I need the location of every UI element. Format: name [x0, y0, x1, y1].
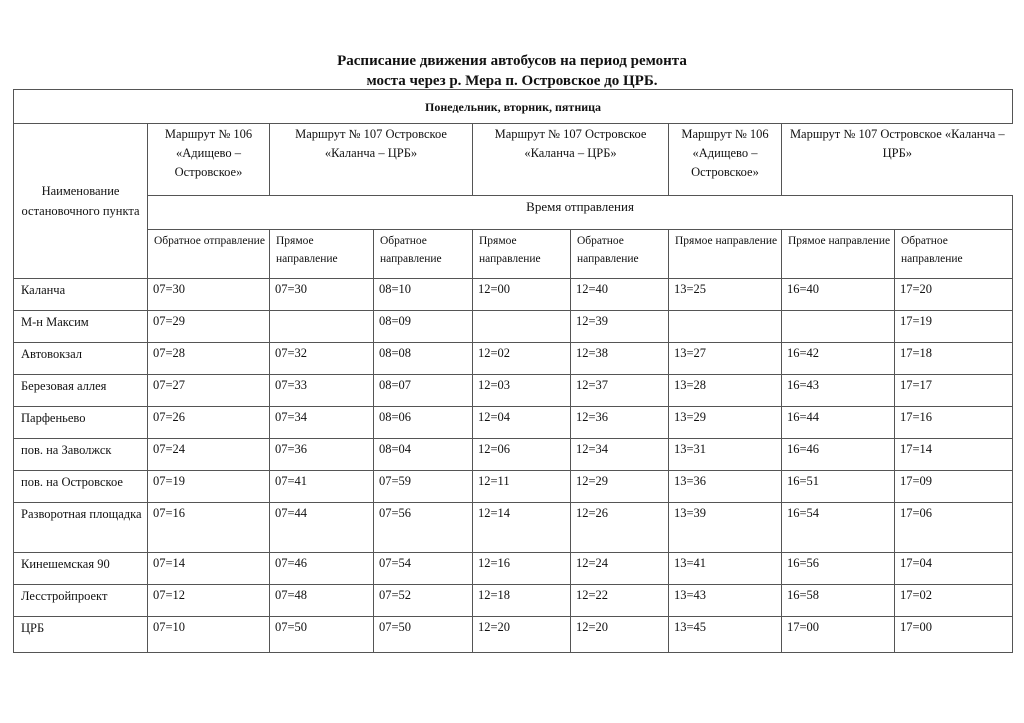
table-row	[14, 471, 1013, 503]
departure-time: 13=41	[669, 553, 782, 585]
departure-time	[782, 311, 895, 343]
departure-time: 17=20	[895, 279, 1013, 311]
departure-time: 08=07	[374, 375, 473, 407]
route-header-107-first: Маршрут № 107 Островское «Каланча – ЦРБ»	[270, 124, 473, 196]
departure-time: 12=02	[473, 343, 571, 375]
departure-time: 07=30	[270, 279, 374, 311]
departure-time: 12=22	[571, 585, 669, 617]
departure-time	[270, 311, 374, 343]
departure-time: 08=06	[374, 407, 473, 439]
departure-time: 07=27	[148, 375, 270, 407]
stop-name: Автовокзал	[14, 343, 148, 375]
departure-time: 07=10	[148, 617, 270, 653]
departure-time: 13=31	[669, 439, 782, 471]
table-row	[14, 503, 1013, 553]
table-row	[14, 407, 1013, 439]
departure-time: 13=36	[669, 471, 782, 503]
departure-time: 12=39	[571, 311, 669, 343]
departure-time: 08=08	[374, 343, 473, 375]
direction-header: Прямое направление	[782, 230, 895, 279]
departure-time: 16=56	[782, 553, 895, 585]
stop-name-column-header: Наименование остановочного пункта	[14, 124, 148, 279]
departure-time: 07=52	[374, 585, 473, 617]
departure-time: 16=40	[782, 279, 895, 311]
departure-time: 08=09	[374, 311, 473, 343]
direction-header: Прямое направление	[270, 230, 374, 279]
stop-name: Березовая аллея	[14, 375, 148, 407]
departure-time: 07=59	[374, 471, 473, 503]
departure-time: 12=14	[473, 503, 571, 553]
departure-time: 12=04	[473, 407, 571, 439]
departure-time: 12=20	[571, 617, 669, 653]
departure-time: 17=09	[895, 471, 1013, 503]
departure-time: 12=00	[473, 279, 571, 311]
days-of-week-header: Понедельник, вторник, пятница	[14, 90, 1013, 124]
direction-header: Прямое направление	[669, 230, 782, 279]
departure-time: 12=34	[571, 439, 669, 471]
departure-time: 12=40	[571, 279, 669, 311]
stop-name: пов. на Островское	[14, 471, 148, 503]
departure-time: 12=38	[571, 343, 669, 375]
departure-time: 13=25	[669, 279, 782, 311]
stop-name: М-н Максим	[14, 311, 148, 343]
departure-time: 07=34	[270, 407, 374, 439]
departure-time: 16=44	[782, 407, 895, 439]
route-header-106: Маршрут № 106 «Адищево – Островское»	[148, 124, 270, 196]
departure-time: 12=03	[473, 375, 571, 407]
departure-time: 12=24	[571, 553, 669, 585]
departure-time: 16=46	[782, 439, 895, 471]
departure-time: 12=37	[571, 375, 669, 407]
departure-time: 12=18	[473, 585, 571, 617]
departure-time: 17=02	[895, 585, 1013, 617]
departure-time: 07=54	[374, 553, 473, 585]
departure-time: 17=06	[895, 503, 1013, 553]
departure-time: 16=42	[782, 343, 895, 375]
bus-schedule-table	[13, 89, 1013, 653]
route-header-106-second: Маршрут № 106 «Адищево – Островское»	[669, 124, 782, 196]
departure-time: 07=19	[148, 471, 270, 503]
departure-time	[669, 311, 782, 343]
departure-time: 07=14	[148, 553, 270, 585]
departure-time: 07=28	[148, 343, 270, 375]
departure-time: 12=20	[473, 617, 571, 653]
table-row	[14, 279, 1013, 311]
departure-time: 17=14	[895, 439, 1013, 471]
departure-time: 07=50	[374, 617, 473, 653]
document-title-line-2: моста через р. Мера п. Островское до ЦРБ.	[366, 73, 658, 89]
stop-name: пов. на Заволжск	[14, 439, 148, 471]
table-row	[14, 311, 1013, 343]
departure-time: 12=16	[473, 553, 571, 585]
departure-time: 13=39	[669, 503, 782, 553]
departure-time: 07=36	[270, 439, 374, 471]
departure-time: 13=29	[669, 407, 782, 439]
departure-time: 07=32	[270, 343, 374, 375]
stop-name: Лесстройпроект	[14, 585, 148, 617]
departure-time: 08=10	[374, 279, 473, 311]
direction-header: Обратное направление	[895, 230, 1013, 279]
departure-time: 17=00	[782, 617, 895, 653]
route-header-107-third: Маршрут № 107 Островское «Каланча – ЦРБ»	[782, 124, 1013, 196]
departure-time: 07=16	[148, 503, 270, 553]
direction-header: Обратное направление	[571, 230, 669, 279]
departure-time: 07=33	[270, 375, 374, 407]
departure-time: 07=48	[270, 585, 374, 617]
direction-header: Прямое направление	[473, 230, 571, 279]
departure-time: 07=24	[148, 439, 270, 471]
departure-time: 17=16	[895, 407, 1013, 439]
departure-time-header: Время отправления	[148, 196, 1013, 230]
departure-time: 13=27	[669, 343, 782, 375]
stop-name: Разворотная площадка	[14, 503, 148, 553]
departure-time: 17=18	[895, 343, 1013, 375]
departure-time: 16=43	[782, 375, 895, 407]
departure-time: 12=06	[473, 439, 571, 471]
departure-time: 07=26	[148, 407, 270, 439]
stop-name: ЦРБ	[14, 617, 148, 653]
table-row	[14, 553, 1013, 585]
table-row	[14, 375, 1013, 407]
departure-time: 12=36	[571, 407, 669, 439]
stop-name: Парфеньево	[14, 407, 148, 439]
route-header-107-second: Маршрут № 107 Островское «Каланча – ЦРБ»	[473, 124, 669, 196]
table-row	[14, 585, 1013, 617]
departure-time: 07=41	[270, 471, 374, 503]
departure-time: 12=11	[473, 471, 571, 503]
departure-time: 07=46	[270, 553, 374, 585]
direction-header: Обратное отправление	[148, 230, 270, 279]
departure-time: 17=00	[895, 617, 1013, 653]
departure-time: 08=04	[374, 439, 473, 471]
departure-time: 07=50	[270, 617, 374, 653]
departure-time: 17=17	[895, 375, 1013, 407]
document-title-line-1: Расписание движения автобусов на период ремонта	[337, 53, 687, 69]
table-row	[14, 343, 1013, 375]
departure-time	[473, 311, 571, 343]
stop-name: Кинешемская 90	[14, 553, 148, 585]
direction-header: Обратное направление	[374, 230, 473, 279]
departure-time: 12=29	[571, 471, 669, 503]
departure-time: 07=29	[148, 311, 270, 343]
departure-time: 12=26	[571, 503, 669, 553]
departure-time: 16=58	[782, 585, 895, 617]
departure-time: 07=44	[270, 503, 374, 553]
stop-name: Каланча	[14, 279, 148, 311]
departure-time: 17=19	[895, 311, 1013, 343]
departure-time: 16=51	[782, 471, 895, 503]
table-row	[14, 439, 1013, 471]
departure-time: 17=04	[895, 553, 1013, 585]
departure-time: 16=54	[782, 503, 895, 553]
table-row	[14, 617, 1013, 653]
departure-time: 13=45	[669, 617, 782, 653]
departure-time: 07=12	[148, 585, 270, 617]
departure-time: 07=30	[148, 279, 270, 311]
departure-time: 07=56	[374, 503, 473, 553]
departure-time: 13=43	[669, 585, 782, 617]
departure-time: 13=28	[669, 375, 782, 407]
